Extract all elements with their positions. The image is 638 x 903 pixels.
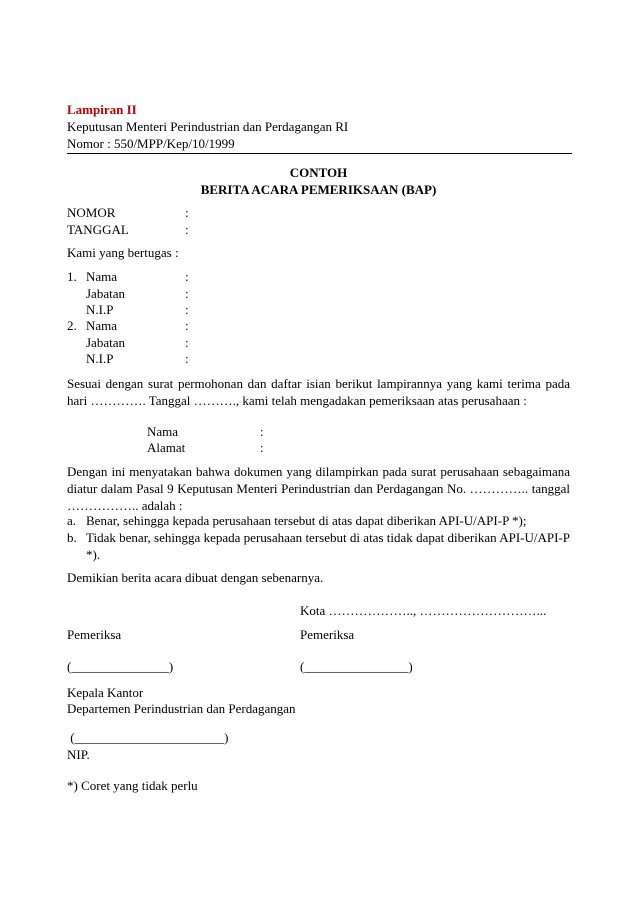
officer-2-nama-colon: : bbox=[185, 318, 189, 333]
officer-1-jabatan: Jabatan bbox=[86, 286, 125, 301]
officer-2-jabatan: Jabatan bbox=[86, 335, 125, 350]
company-alamat-colon: : bbox=[260, 440, 264, 455]
pemeriksa-right-label: Pemeriksa bbox=[300, 627, 355, 642]
option-b-text: Tidak benar, sehingga kepada perusahaan tersebut di atas tidak dapat diberikan API-U/API-P *). bbox=[86, 530, 570, 562]
company-nama-colon: : bbox=[260, 424, 264, 439]
kota-tanggal: Kota ……………….., ………………………... bbox=[300, 603, 547, 618]
tanggal-colon: : bbox=[185, 222, 189, 237]
kepala-nip: NIP. bbox=[67, 747, 90, 762]
kepala-kantor-title: Kepala Kantor bbox=[67, 685, 144, 700]
decree-title: Keputusan Menteri Perindustrian dan Perdagangan RI bbox=[67, 119, 349, 134]
intro-text: Kami yang bertugas : bbox=[67, 245, 179, 260]
officer-2-jabatan-colon: : bbox=[185, 335, 189, 350]
attachment-label: Lampiran II bbox=[67, 102, 137, 117]
option-a-text: Benar, sehingga kepada perusahaan tersebut di atas dapat diberikan API-U/API-P *); bbox=[86, 513, 527, 528]
nomor-colon: : bbox=[185, 205, 189, 220]
title-contoh: CONTOH bbox=[289, 165, 348, 180]
company-alamat: Alamat bbox=[147, 440, 186, 455]
officer-2-number: 2. bbox=[67, 318, 77, 333]
officer-2-nip: N.I.P bbox=[86, 351, 114, 366]
closing-statement: Demikian berita acara dibuat dengan sebenarnya. bbox=[67, 570, 324, 585]
decree-number: Nomor : 550/MPP/Kep/10/1999 bbox=[67, 136, 235, 151]
officer-1-nip-colon: : bbox=[185, 302, 189, 317]
paragraph-permohonan: Sesuai dengan surat permohonan dan daftar isian berikut lampirannya yang kami terima pada hari …………. Tanggal ………., kami telah mengadakan pemeriksaan atas perusahaan : bbox=[67, 376, 570, 408]
kepala-signature-line: (_______________________) bbox=[67, 730, 229, 745]
officer-1-number: 1. bbox=[67, 269, 77, 284]
footnote: *) Coret yang tidak perlu bbox=[67, 778, 198, 793]
officer-1-nama: Nama bbox=[86, 269, 118, 284]
option-a-label: a. bbox=[67, 513, 77, 528]
officer-2-nama: Nama bbox=[86, 318, 118, 333]
officer-1-nama-colon: : bbox=[185, 269, 189, 284]
pemeriksa-right-signature-line: (________________) bbox=[300, 659, 413, 674]
nomor-label: NOMOR bbox=[67, 205, 116, 220]
tanggal-label: TANGGAL bbox=[67, 222, 129, 237]
option-b bbox=[67, 529, 570, 563]
paragraph-pernyataan: Dengan ini menyatakan bahwa dokumen yang dilampirkan pada surat perusahaan sebagaimana diatur dalam Pasal 9 Keputusan Menteri Perindustrian dan Perdagangan No. ………….. tanggal …………….. adalah : bbox=[67, 464, 570, 513]
title-bap: BERITA ACARA PEMERIKSAAN (BAP) bbox=[200, 182, 437, 197]
company-nama: Nama bbox=[147, 424, 179, 439]
kepala-kantor-dept: Departemen Perindustrian dan Perdagangan bbox=[67, 701, 296, 716]
header-divider bbox=[67, 153, 572, 154]
option-a bbox=[67, 512, 570, 529]
officer-1-nip: N.I.P bbox=[86, 302, 114, 317]
officer-2-nip-colon: : bbox=[185, 351, 189, 366]
officer-1-jabatan-colon: : bbox=[185, 286, 189, 301]
pemeriksa-left-label: Pemeriksa bbox=[67, 627, 122, 642]
option-b-label: b. bbox=[67, 530, 77, 545]
pemeriksa-left-signature-line: (_______________) bbox=[67, 659, 174, 674]
